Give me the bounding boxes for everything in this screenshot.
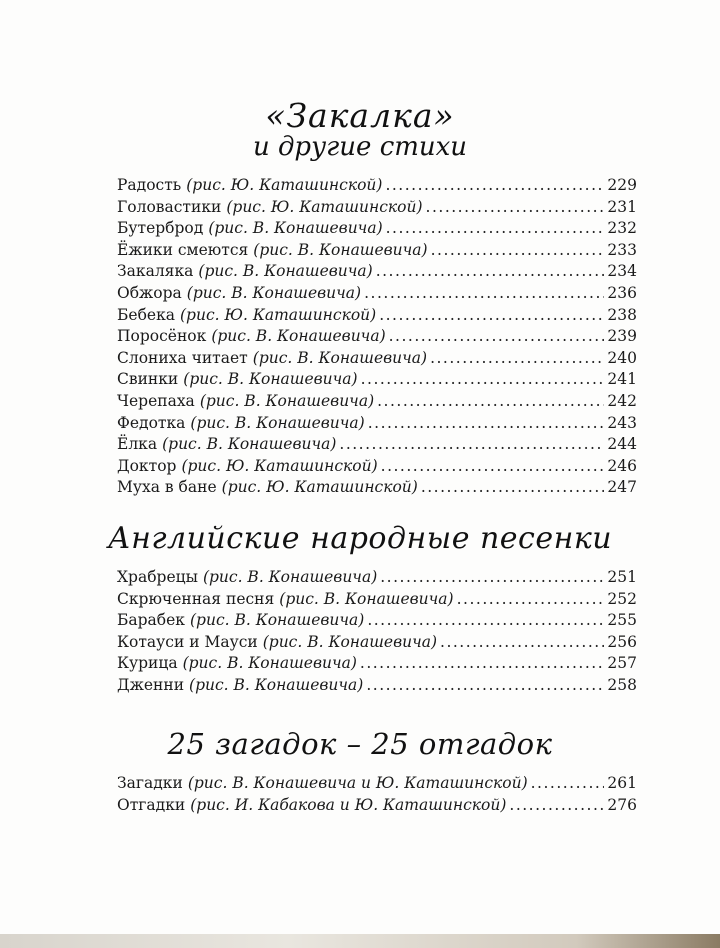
page-number: 234 (607, 262, 637, 281)
page-number: 243 (607, 413, 637, 432)
dot-leader (367, 610, 604, 632)
entry-illustrator-credit: (рис. Ю. Каташинской) (221, 478, 418, 497)
entry-illustrator-credit: (рис. В. Конашевича) (183, 370, 358, 389)
entry-title: Дженни (117, 675, 185, 694)
page-number: 247 (607, 478, 637, 497)
entry-illustrator-credit: (рис. В. Конашевича) (208, 219, 383, 238)
toc-entry (117, 413, 637, 435)
dot-leader (339, 434, 604, 456)
page-number: 257 (607, 654, 637, 673)
entry-title: Поросёнок (117, 327, 207, 346)
dot-leader (430, 348, 604, 370)
dot-leader (389, 326, 605, 348)
dot-leader (431, 240, 605, 262)
dot-leader (364, 283, 604, 305)
toc-entry (117, 369, 637, 391)
entry-illustrator-credit: (рис. Ю. Каташинской) (181, 456, 378, 475)
toc-entry (117, 567, 637, 589)
page-number: 244 (607, 435, 637, 454)
entry-illustrator-credit: (рис. И. Кабакова и Ю. Каташинской) (190, 795, 507, 814)
dot-leader (457, 589, 605, 611)
page-number: 251 (607, 568, 637, 586)
toc-entry (117, 283, 637, 305)
entry-illustrator-credit: (рис. В. Конашевича) (252, 348, 428, 367)
entry-title: Бутерброд (117, 219, 204, 238)
entry-title: Головастики (117, 197, 222, 216)
dot-leader (380, 567, 604, 589)
entry-title: Свинки (117, 370, 179, 389)
entry-title: Ёжики смеются (117, 240, 249, 259)
page-number: 241 (607, 370, 637, 389)
toc-entry (117, 632, 637, 654)
dot-leader (440, 632, 604, 654)
dot-leader (531, 773, 605, 795)
section-subheading-zakalka: и другие стихи (252, 132, 468, 162)
entry-title: Ёлка (117, 435, 158, 454)
page-number: 242 (607, 391, 637, 410)
page-number: 236 (607, 283, 637, 302)
toc-list-zakalka (117, 175, 637, 499)
toc-entry (117, 305, 637, 327)
entry-illustrator-credit: (рис. В. Конашевича) (198, 262, 373, 281)
toc-entry (117, 348, 637, 370)
entry-illustrator-credit: (рис. В. Конашевича) (211, 327, 386, 346)
toc-entry (117, 477, 637, 499)
page-number: 239 (607, 327, 637, 346)
entry-title: Закаляка (117, 262, 194, 281)
dot-leader (368, 413, 605, 435)
entry-illustrator-credit: (рис. В. Конашевича) (199, 391, 375, 410)
dot-leader (386, 218, 605, 240)
section-heading-riddles: 25 загадок – 25 отгадок (167, 727, 553, 761)
toc-entry (117, 261, 637, 283)
entry-illustrator-credit: (рис. В. Конашевича) (162, 435, 337, 454)
entry-title: Бебека (117, 305, 175, 324)
toc-entry (117, 589, 637, 611)
entry-illustrator-credit: (рис. В. Конашевича) (253, 240, 428, 259)
entry-illustrator-credit: (рис. В. Конашевича) (190, 413, 365, 432)
entry-title: Доктор (117, 456, 177, 475)
page-number: 256 (607, 632, 637, 651)
entry-title: Барабек (117, 611, 185, 630)
toc-entry (117, 653, 637, 675)
entry-illustrator-credit: (рис. В. Конашевича) (202, 568, 378, 586)
page-number: 238 (607, 305, 637, 324)
entry-title: Обжора (117, 283, 182, 302)
dot-leader (376, 261, 605, 283)
entry-title: Слониха читает (117, 348, 248, 367)
dot-leader (385, 175, 604, 197)
section-heading-zakalka: «Закалка» (265, 96, 455, 135)
entry-title: Муха в бане (117, 478, 217, 497)
entry-illustrator-credit: (рис. В. Конашевича) (190, 611, 365, 630)
page-edge-shadow (0, 934, 720, 948)
toc-entry (117, 675, 637, 697)
entry-illustrator-credit: (рис. В. Конашевича) (279, 589, 454, 608)
entry-title: Скрюченная песня (117, 589, 275, 608)
dot-leader (379, 305, 604, 327)
toc-list-english-songs (117, 567, 637, 697)
page-number: 240 (607, 348, 637, 367)
entry-illustrator-credit: (рис. В. Конашевича) (189, 675, 364, 694)
dot-leader (421, 477, 605, 499)
entry-illustrator-credit: (рис. Ю. Каташинской) (186, 176, 383, 194)
toc-entry (117, 391, 637, 413)
entry-title: Отгадки (117, 795, 186, 814)
entry-title: Черепаха (117, 391, 195, 410)
dot-leader (426, 197, 605, 219)
dot-leader (509, 795, 604, 817)
entry-illustrator-credit: (рис. Ю. Каташинской) (180, 305, 377, 324)
page-number: 233 (607, 240, 637, 259)
entry-illustrator-credit: (рис. В. Конашевича) (262, 632, 438, 651)
entry-title: Федотка (117, 413, 186, 432)
toc-entry (117, 197, 637, 219)
section-heading-english-songs: Английские народные песенки (107, 521, 613, 556)
page-number: 229 (607, 176, 637, 194)
entry-title: Радость (117, 176, 182, 194)
entry-illustrator-credit: (рис. Ю. Каташинской) (226, 197, 423, 216)
toc-entry (117, 326, 637, 348)
page-number: 255 (607, 611, 637, 630)
entry-title: Котауси и Мауси (117, 632, 258, 651)
page-number: 261 (607, 774, 637, 792)
dot-leader (360, 653, 605, 675)
page-number: 231 (607, 197, 637, 216)
toc-list-riddles (117, 773, 637, 816)
page-number: 252 (607, 589, 637, 608)
page-number: 232 (607, 219, 637, 238)
dot-leader (361, 369, 605, 391)
page-number: 258 (607, 675, 637, 694)
toc-entry (117, 434, 637, 456)
toc-entry (117, 240, 637, 262)
toc-entry (117, 773, 637, 795)
entry-illustrator-credit: (рис. В. Конашевича и Ю. Каташинской) (187, 774, 528, 792)
entry-title: Загадки (117, 774, 183, 792)
toc-entry (117, 795, 637, 817)
dot-leader (377, 391, 604, 413)
dot-leader (381, 456, 605, 478)
toc-entry (117, 456, 637, 478)
dot-leader (366, 675, 604, 697)
toc-entry (117, 610, 637, 632)
toc-entry (117, 218, 637, 240)
entry-illustrator-credit: (рис. В. Конашевича) (186, 283, 362, 302)
toc-entry (117, 175, 637, 197)
page-number: 246 (607, 456, 637, 475)
entry-illustrator-credit: (рис. В. Конашевича) (182, 654, 357, 673)
entry-title: Храбрецы (117, 568, 198, 586)
page-number: 276 (607, 795, 637, 814)
entry-title: Курица (117, 654, 178, 673)
